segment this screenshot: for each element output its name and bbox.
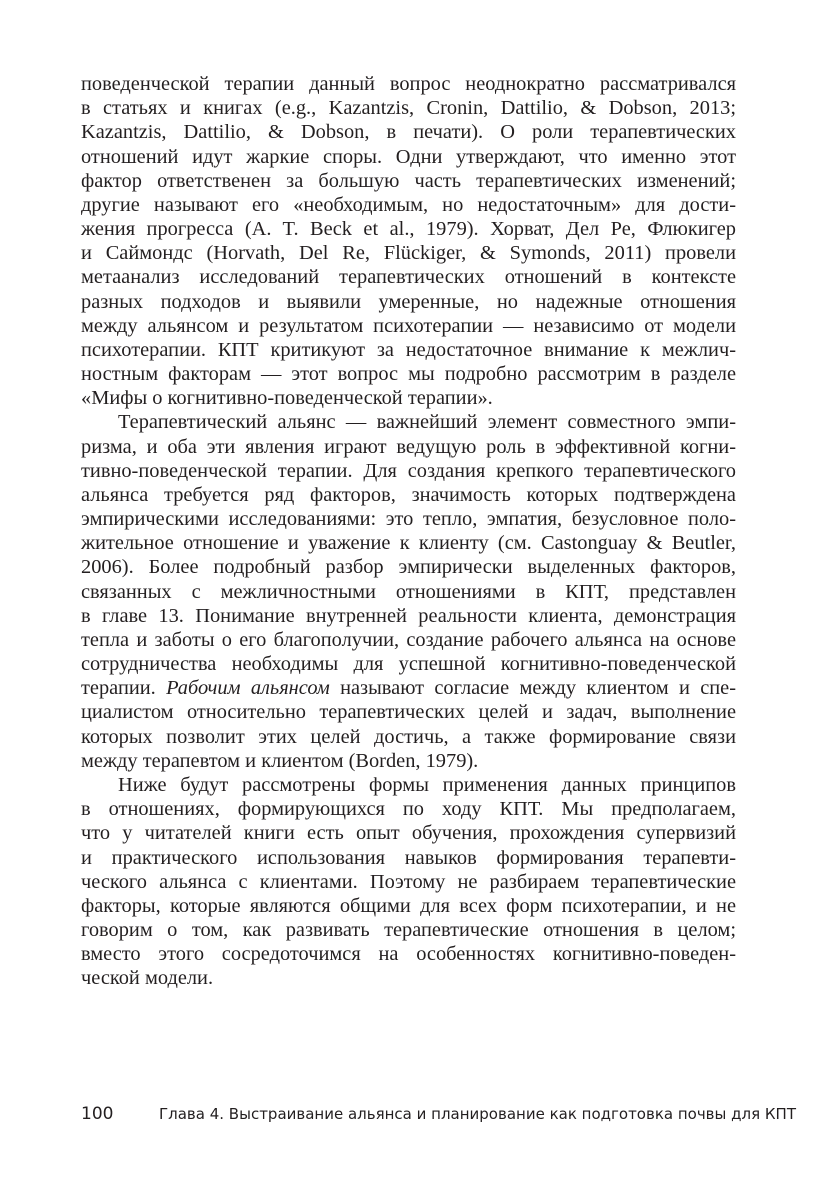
text-segment: терапии. <box>81 677 167 700</box>
text-line: метаанализ исследований терапевтических отношений в контексте <box>81 266 736 289</box>
paragraph <box>81 410 736 773</box>
text-line: что у читателей книги есть опыт обучения, прохождения супервизий <box>81 822 736 845</box>
text-line: разных подходов и выявили умеренные, но надежные отношения <box>81 290 736 313</box>
page-number: 100 <box>81 1104 114 1124</box>
text-line: тивно-поведенческой терапии. Для создания крепкого терапевтического <box>81 459 736 482</box>
text-line: ческого альянса с клиентами. Поэтому не разбираем терапевтические <box>81 870 736 893</box>
text-line: сотрудничества необходимы для успешной когнитивно-поведенческой <box>81 653 736 676</box>
text-line: в статьях и книгах (e.g., Kazantzis, Cronin, Dattilio, & Dobson, 2013; <box>81 97 736 120</box>
text-line: и Саймондс (Horvath, Del Re, Flückiger, & Symonds, 2011) провели <box>81 242 736 265</box>
text-segment: называют согласие между клиентом и спе- <box>329 677 737 700</box>
text-line: поведенческой терапии данный вопрос неоднократно рассматривался <box>81 73 736 95</box>
text-line: ностным факторам — этот вопрос мы подробно рассмотрим в разделе <box>81 363 736 386</box>
text-line: Kazantzis, Dattilio, & Dobson, в печати). О роли терапевтических <box>81 121 736 144</box>
text-line: между терапевтом и клиентом (Borden, 1979). <box>81 749 479 772</box>
text-line <box>81 676 736 700</box>
text-line: Ниже будут рассмотрены формы применения данных принципов <box>118 773 736 796</box>
text-line: ческой модели. <box>81 967 214 990</box>
text-line: связанных с межличностными отношениями в КПТ, представлен <box>81 580 736 603</box>
text-line: альянса требуется ряд факторов, значимость которых подтверждена <box>81 483 736 506</box>
text-line: жительное отношение и уважение к клиенту (см. Castonguay & Beutler, <box>81 532 736 555</box>
text-line: отношений идут жаркие споры. Одни утверждают, что именно этот <box>81 145 736 168</box>
text-line: эмпирическими исследованиями: это тепло, эмпатия, безусловное поло- <box>81 508 736 531</box>
text-line: говорим о том, как развивать терапевтические отношения в целом; <box>81 919 736 942</box>
text-line: жения прогресса (A. T. Beck et al., 1979). Хорват, Дел Ре, Флюкигер <box>81 218 736 241</box>
text-line: психотерапии. КПТ критикуют за недостаточное внимание к межлич- <box>81 338 736 361</box>
text-line: другие называют его «необходимым, но недостаточным» для дости- <box>81 193 736 216</box>
running-head: Глава 4. Выстраивание альянса и планирование как подготовка почвы для КПТ <box>159 1105 796 1123</box>
text-line: в главе 13. Понимание внутренней реальности клиента, демонстрация <box>81 604 736 627</box>
text-line: в отношениях, формирующихся по ходу КПТ. Мы предполагаем, <box>81 798 736 821</box>
paragraph <box>81 773 736 991</box>
runin-term: Рабочим альянсом <box>166 677 330 700</box>
text-line: вместо этого сосредоточимся на особенностях когнитивно-поведен- <box>81 943 736 966</box>
text-line: Терапевтический альянс — важнейший элемент совместного эмпи- <box>118 411 736 434</box>
text-line: тепла и заботы о его благополучии, создание рабочего альянса на основе <box>81 628 736 651</box>
text-line: между альянсом и результатом психотерапии — независимо от модели <box>81 314 736 337</box>
text-line: «Мифы о когнитивно-поведенческой терапии». <box>81 387 493 410</box>
text-line: фактор ответственен за большую часть терапевтических изменений; <box>81 169 736 192</box>
paragraph <box>81 72 736 410</box>
text-line: которых позволит этих целей достичь, а также формирование связи <box>81 725 736 748</box>
text-line: факторы, которые являются общими для всех форм психотерапии, и не <box>81 894 736 917</box>
text-line: ризма, и оба эти явления играют ведущую роль в эффективной когни- <box>81 435 736 458</box>
text-line: и практического использования навыков формирования терапевти- <box>81 846 736 869</box>
text-line: циалистом относительно терапевтических целей и задач, выполнение <box>81 701 736 724</box>
page-body <box>81 72 736 991</box>
text-line: 2006). Более подробный разбор эмпирически выделенных факторов, <box>81 556 736 579</box>
